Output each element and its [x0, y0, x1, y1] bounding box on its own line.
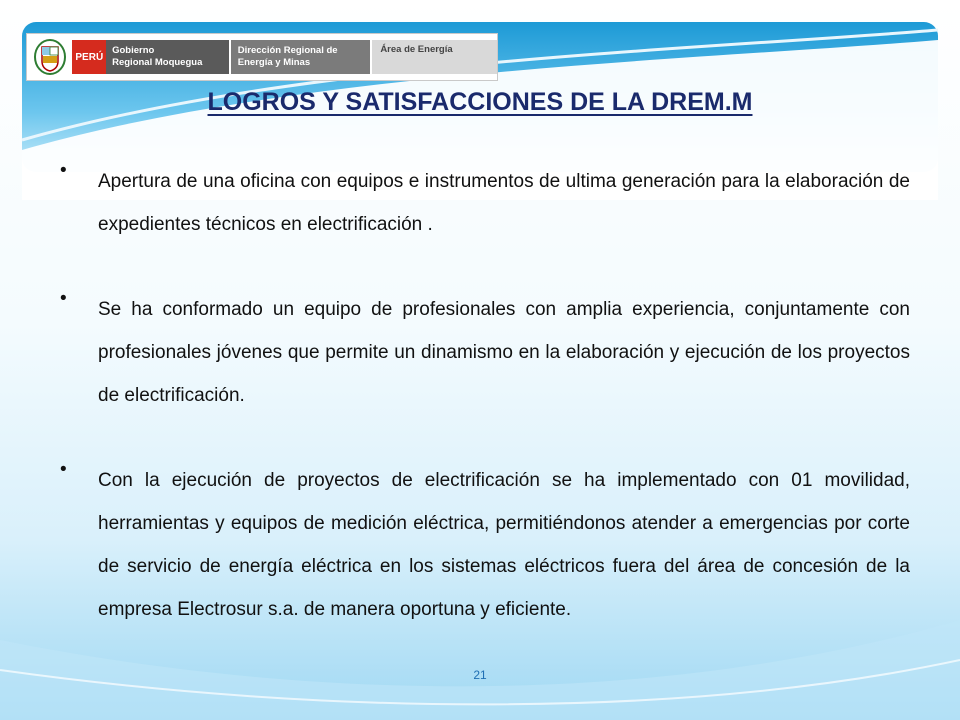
slide-title: LOGROS Y SATISFACCIONES DE LA DREM.M — [207, 88, 753, 116]
area-label: Área de Energía — [372, 40, 497, 74]
bullet-item — [60, 459, 910, 631]
gov-line-2: Regional Moquegua — [112, 57, 203, 68]
bullet-list — [60, 160, 910, 673]
dir-line-1: Dirección Regional de — [237, 45, 338, 56]
page-number: 21 — [473, 668, 487, 682]
bullet-marker: • — [60, 459, 67, 480]
bullet-item — [60, 288, 910, 417]
bullet-item — [60, 160, 910, 246]
bullet-text: Se ha conformado un equipo de profesionales con amplia experiencia, conjuntamente con profesionales jóvenes que permite un dinamismo en la elaboración y ejecución de los proyectos de electrificación. — [98, 299, 910, 406]
bullet-marker: • — [60, 288, 67, 309]
bullet-marker: • — [60, 160, 67, 181]
institution-logo-strip — [26, 33, 498, 81]
directorate-label — [231, 40, 371, 74]
bullet-text: Apertura de una oficina con equipos e instrumentos de ultima generación para la elaboración de expedientes técnicos en electrificación . — [98, 171, 910, 235]
dir-line-2: Energía y Minas — [237, 57, 311, 68]
bullet-text: Con la ejecución de proyectos de electrificación se ha implementado con 01 movilidad, herramientas y equipos de medición eléctrica, permitiéndonos atender a emergencias por corte de servicio de energía eléctrica en los sistemas eléctricos fuera del área de concesión de la empresa Electrosur s.a. de manera oportuna y eficiente. — [98, 470, 910, 620]
gov-line-1: Gobierno — [112, 45, 155, 56]
peru-badge: PERÚ — [72, 40, 106, 74]
coat-of-arms-icon — [27, 34, 72, 80]
regional-government-label — [106, 40, 229, 74]
